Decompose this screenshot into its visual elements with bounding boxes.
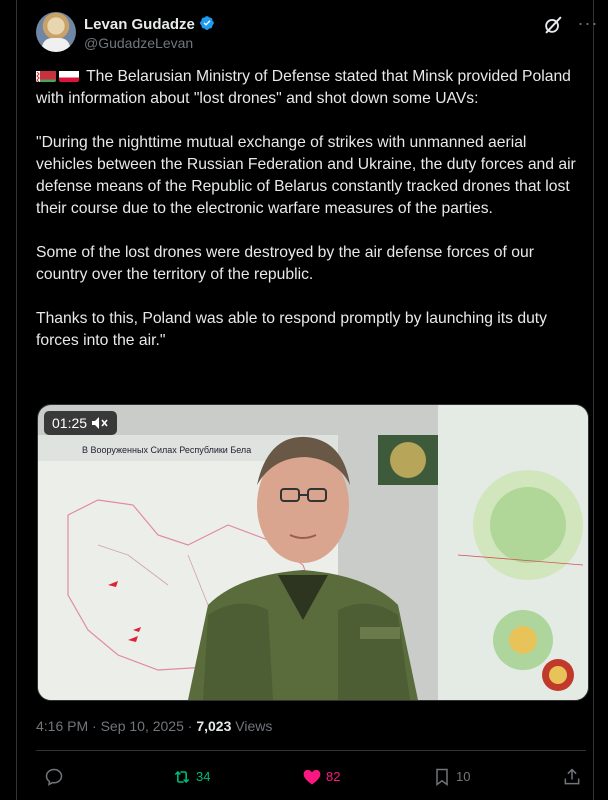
like-button[interactable] [302, 764, 340, 788]
grok-icon[interactable] [542, 14, 564, 36]
video-player[interactable] [37, 404, 589, 701]
bookmark-button[interactable] [432, 764, 470, 788]
share-button[interactable] [562, 764, 582, 788]
tweet-intro-text: The Belarusian Ministry of Defense stated that Minsk provided Poland with information about "lost drones" and shot down some UAVs: [36, 68, 571, 107]
heart-icon [302, 767, 322, 787]
verified-badge-icon [199, 15, 215, 31]
tweet-quote-paragraph-2: Some of the lost drones were destroyed by the air defense forces of our country over the territory of the republic. [36, 244, 534, 283]
video-frame [38, 405, 588, 700]
bookmark-icon [432, 767, 452, 787]
repost-button[interactable] [172, 764, 210, 788]
tweet-meta [36, 718, 272, 734]
author-name[interactable] [84, 15, 215, 33]
video-banner-text: В Вооруженных Силах Республики Бела [82, 445, 252, 455]
tweet-intro-paragraph [36, 66, 584, 110]
repost-count: 34 [196, 768, 211, 784]
divider [36, 750, 586, 751]
mute-icon[interactable] [91, 416, 109, 430]
views-label: Views [231, 718, 273, 734]
avatar[interactable] [36, 12, 76, 52]
reply-icon [44, 767, 64, 787]
tweet-quote-paragraph-3: Thanks to this, Poland was able to respond promptly by launching its duty forces into the air." [36, 310, 548, 349]
poland-flag-icon [59, 69, 79, 82]
belarus-flag-icon [36, 69, 56, 82]
like-count: 82 [326, 768, 341, 784]
tweet-quote-paragraph-1: "During the nighttime mutual exchange of strikes with unmanned aerial vehicles between the Russian Federation and Ukraine, the duty forces and air defense means of the Republic of Belarus constantly tracked drones that lost their course due to the electronic warfare measures of the parties. [36, 134, 576, 217]
video-timer-text: 01:25 [52, 415, 88, 431]
video-timer [44, 411, 117, 435]
views-count: 7,023 [196, 718, 232, 734]
share-icon [562, 767, 582, 787]
tweet-timestamp[interactable]: 4:16 PM · Sep 10, 2025 · [36, 718, 197, 734]
repost-icon [172, 767, 192, 787]
more-options-icon[interactable]: ··· [577, 13, 599, 33]
bookmark-count: 10 [456, 768, 471, 784]
author-handle[interactable]: @GudadzeLevan [84, 35, 194, 51]
author-name-text[interactable]: Levan Gudadze [84, 16, 195, 33]
tweet-header [36, 12, 599, 54]
tweet-body [36, 66, 584, 374]
action-bar [36, 764, 586, 790]
reply-button[interactable] [44, 764, 64, 788]
